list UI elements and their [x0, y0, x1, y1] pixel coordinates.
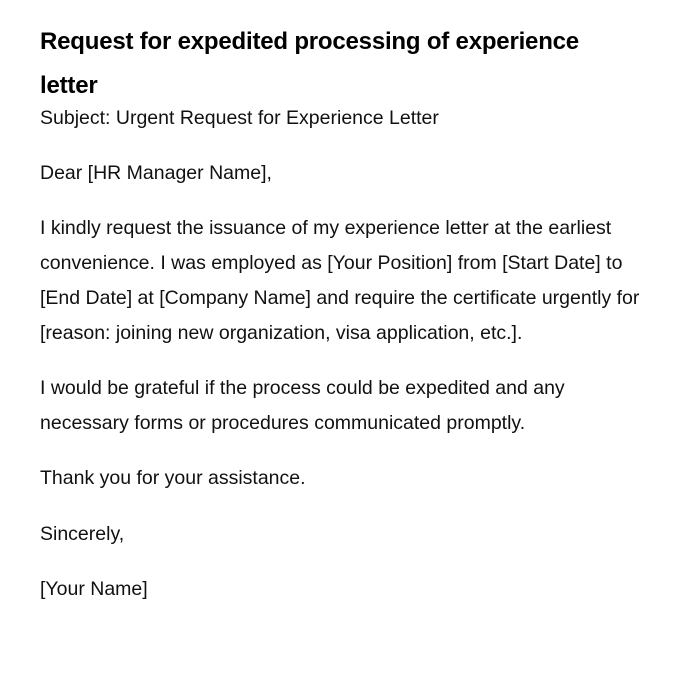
- letter-greeting: Dear [HR Manager Name],: [40, 162, 272, 184]
- letter-paragraph-request: I kindly request the issuance of my experience letter at the earliest convenience. I was employed as [Your Position] from [Start Date] to [End Date] at [Company Name] and require the certificate urgently for [reason: joining new organization, visa application, etc.].: [40, 217, 640, 344]
- letter-paragraph-expedite: I would be grateful if the process could be expedited and any necessary forms or procedures communicated promptly.: [40, 377, 565, 434]
- letter-signature: [Your Name]: [40, 578, 148, 600]
- letter-subject: Subject: Urgent Request for Experience Letter: [40, 107, 439, 129]
- letter-title: Request for expedited processing of experience letter: [40, 28, 579, 99]
- letter-closing: Sincerely,: [40, 523, 125, 545]
- letter-document: [40, 20, 640, 607]
- letter-thanks: Thank you for your assistance.: [40, 467, 306, 489]
